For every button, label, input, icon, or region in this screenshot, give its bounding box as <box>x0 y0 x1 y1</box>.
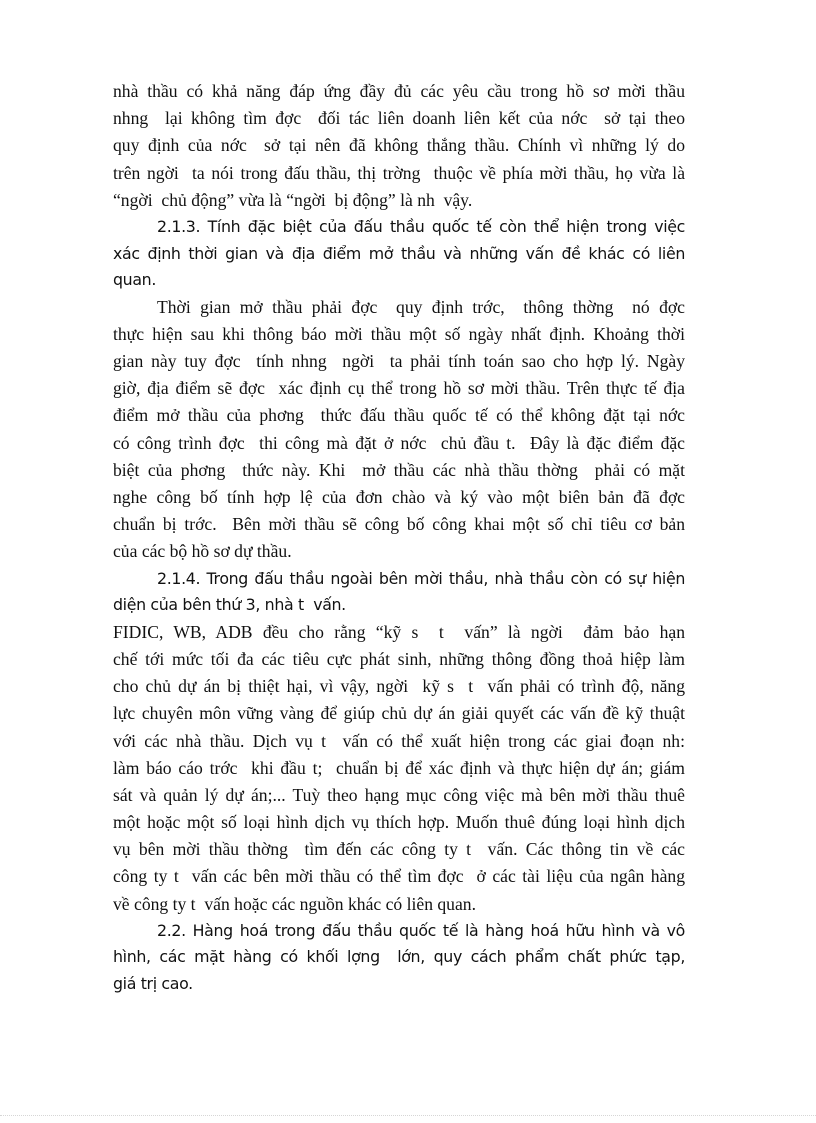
section-heading-2-1-4 <box>113 566 685 619</box>
text-line: về công ty t vấn hoặc các nguồn khác có liên quan. <box>113 893 476 914</box>
text-line: biệt của phơng thức này. Khi mở thầu các nhà thầu thờng phải có mặt <box>113 459 685 480</box>
text-line: có công trình đợc thi công mà đặt ở nớc chủ đầu t. Đây là đặc điểm đặc <box>113 432 685 453</box>
paragraph-opening-time <box>113 294 685 566</box>
text-line: diện của bên thứ 3, nhà t vấn. <box>113 595 346 615</box>
text-line: vụ bên mời thầu thờng tìm đến các công ty t vấn. Các thông tin về các <box>113 839 685 860</box>
section-heading-2-2 <box>113 918 685 998</box>
text-line: FIDIC, WB, ADB đều cho rằng “kỹ s t vấn” là ngời đảm bảo hạn <box>113 621 685 642</box>
document-body <box>113 78 685 998</box>
text-line: trên ngời ta nói trong đấu thầu, thị trờng thuộc về phía mời thầu, họ vừa là <box>113 162 685 183</box>
text-line: giá trị cao. <box>113 974 193 994</box>
paragraph-bidder-requirements <box>113 78 685 214</box>
text-line: làm báo cáo trớc khi đầu t; chuẩn bị để xác định và thực hiện dự án; giám <box>113 757 685 778</box>
text-line: nhng lại không tìm đợc đối tác liên doanh liên kết của nớc sở tại theo <box>113 108 685 129</box>
page-bottom-rule <box>0 1115 816 1116</box>
text-line: Thời gian mở thầu phải đợc quy định trớc, thông thờng nó đợc <box>157 296 685 317</box>
text-line: nhà thầu có khả năng đáp ứng đầy đủ các yêu cầu trong hồ sơ mời thầu <box>113 81 685 101</box>
text-line: xác định thời gian và địa điểm mở thầu và những vấn đề khác có liên <box>113 243 685 263</box>
text-line: công ty t vấn các bên mời thầu có thể tìm đợc ở các tài liệu của ngân hàng <box>113 866 685 887</box>
text-line: của các bộ hồ sơ dự thầu. <box>113 541 292 562</box>
text-line: quy định của nớc sở tại nên đã không thắng thầu. Chính vì những lý do <box>113 135 685 156</box>
section-heading-2-1-3 <box>113 214 685 294</box>
text-line: chuẩn bị trớc. Bên mời thầu sẽ công bố công khai một số chỉ tiêu cơ bản <box>113 514 685 535</box>
text-line: 2.1.4. Trong đấu thầu ngoài bên mời thầu, nhà thầu còn có sự hiện <box>157 568 685 588</box>
text-line: giờ, địa điểm sẽ đợc xác định cụ thể trong hồ sơ mời thầu. Trên thực tế địa <box>113 378 685 399</box>
text-line: cho chủ dự án bị thiệt hại, vì vậy, ngời kỹ s t vấn phải có trình độ, năng <box>113 676 685 697</box>
text-line: một hoặc một số loại hình dịch vụ thích hợp. Muốn thuê đúng loại hình dịch <box>113 812 685 833</box>
text-line: quan. <box>113 270 157 290</box>
text-line: lực chuyên môn vững vàng để giúp chủ dự án giải quyết các vấn đề kỹ thuật <box>113 703 685 724</box>
text-line: sát và quản lý dự án;... Tuỳ theo hạng mục công việc mà bên mời thầu thuê <box>113 784 685 805</box>
text-line: nghe công bố tính hợp lệ của đơn chào và ký vào một biên bản đã đợc <box>113 487 685 508</box>
text-line: hình, các mặt hàng có khối lợng lớn, quy cách phẩm chất phức tạp, <box>113 947 685 967</box>
text-line: chế tới mức tối đa các tiêu cực phát sinh, những thông đồng thoả hiệp làm <box>113 648 685 669</box>
text-line: 2.2. Hàng hoá trong đấu thầu quốc tế là hàng hoá hữu hình và vô <box>157 920 685 940</box>
text-line: điểm mở thầu của phơng thức đấu thầu quốc tế có thể không đặt tại nớc <box>113 405 685 426</box>
text-line: thực hiện sau khi thông báo mời thầu một số ngày nhất định. Khoảng thời <box>113 323 685 344</box>
text-line: “ngời chủ động” vừa là “ngời bị động” là nh vậy. <box>113 189 473 210</box>
text-line: với các nhà thầu. Dịch vụ t vấn có thể xuất hiện trong các giai đoạn nh: <box>113 730 685 751</box>
paragraph-consultant <box>113 619 685 918</box>
text-line: 2.1.3. Tính đặc biệt của đấu thầu quốc tế còn thể hiện trong việc <box>157 216 685 236</box>
text-line: gian này tuy đợc tính nhng ngời ta phải tính toán sao cho hợp lý. Ngày <box>113 351 685 372</box>
